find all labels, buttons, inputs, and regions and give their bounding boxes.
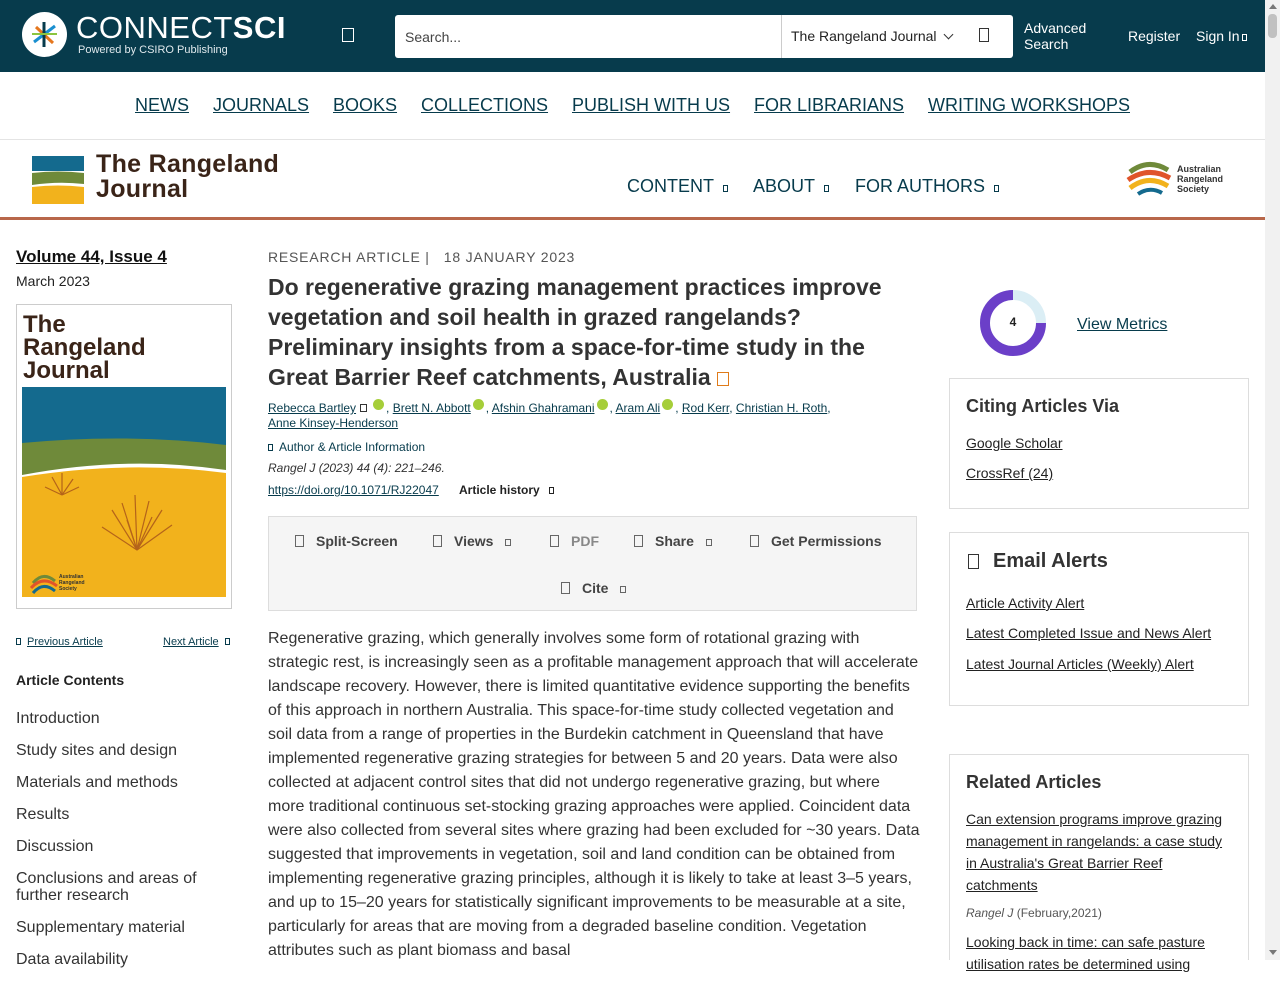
related-articles-card [949,754,1249,972]
author-link[interactable]: Afshin Ghahramani [491,401,595,415]
author-link[interactable]: Anne Kinsey-Henderson [268,416,399,430]
article-toolbar [268,516,917,611]
article-type-date: RESEARCH ARTICLE | 18 JANUARY 2023 [268,249,576,265]
citing-articles-heading: Citing Articles Via [966,396,1120,416]
cite-button[interactable]: Cite [561,580,626,596]
scroll-thumb[interactable] [1268,14,1277,38]
toc-item-study-sites[interactable]: Study sites and design [16,742,177,759]
toc-item-introduction[interactable]: Introduction [16,710,100,727]
related-article-meta: Rangel J (February,2021) [966,906,1102,920]
article-history-toggle[interactable]: Article history [459,483,554,497]
email-alerts-card [949,532,1249,706]
pdf-button[interactable]: PDF [550,533,599,549]
author-list: Rebecca Bartley , Brett N. Abbott , Afshin Ghahramani , Aram Ali , Rod Kerr, Christian H. Roth, Anne Kinsey-Henderson [268,401,831,430]
citing-articles-card [949,378,1249,509]
cover-society-name: Australian Rangeland Society [59,574,85,592]
cover-title: The Rangeland Journal [23,311,146,384]
chevron-down-icon [549,487,554,494]
search-scope-select[interactable]: The Rangeland Journal [791,28,952,44]
search-icon[interactable] [979,28,989,42]
chevron-down-icon [706,539,712,546]
search-bar [395,15,1013,58]
related-article-link[interactable]: Looking back in time: can safe pasture utilisation rates be determined using [966,934,1205,972]
share-icon [634,535,643,547]
journal-nav-content[interactable]: CONTENT [627,176,728,197]
related-article-link[interactable]: Can extension programs improve grazing management in rangelands: a case study in Australia's Great Barrier Reef catchments [966,811,1223,893]
previous-article-link[interactable]: Previous Article [16,636,103,648]
quote-icon [561,582,570,594]
sign-in-link[interactable]: Sign In [1196,28,1247,44]
split-screen-icon [295,535,304,547]
issue-date: March 2023 [16,273,90,289]
user-icon [1242,34,1247,41]
cover-artwork [17,305,233,610]
pdf-icon [550,535,559,547]
author-link[interactable]: Aram Ali [615,401,661,415]
connectsci-logo[interactable] [22,12,312,60]
chevron-down-icon [268,444,273,451]
chevron-down-icon [505,539,511,546]
open-access-icon [717,372,729,386]
article-citation: Rangel J (2023) 44 (4): 221–246. [268,461,445,475]
views-button[interactable]: Views [433,533,511,549]
share-button[interactable]: Share [634,533,712,549]
nav-books[interactable]: BOOKS [333,95,398,115]
bell-icon [968,554,979,569]
related-articles-heading: Related Articles [966,772,1102,792]
page-scrollbar[interactable] [1265,0,1280,960]
permissions-icon [750,535,759,547]
journal-logo-icon[interactable] [32,156,84,204]
toc-item-results[interactable]: Results [16,806,70,823]
latest-articles-alert-link[interactable]: Latest Journal Articles (Weekly) Alert [966,656,1194,672]
nav-for-librarians[interactable]: FOR LIBRARIANS [754,95,905,115]
eye-icon [433,535,442,547]
orcid-icon[interactable] [373,399,384,410]
altmetric-badge[interactable] [980,290,1046,356]
brand-subtitle: Powered by CSIRO Publishing [78,44,228,56]
nav-collections[interactable]: COLLECTIONS [421,95,549,115]
journal-cover-image[interactable] [16,304,232,609]
author-article-info-toggle[interactable]: Author & Article Information [268,440,425,454]
toc-item-discussion[interactable]: Discussion [16,838,94,855]
next-article-link[interactable]: Next Article [163,636,230,648]
advanced-search-link[interactable]: Advanced Search [1024,20,1087,52]
top-bar [0,0,1265,72]
doi-link[interactable]: https://doi.org/10.1071/RJ22047 [268,483,439,497]
toc-item-conclusions[interactable]: Conclusions and areas of further research [16,870,197,904]
latest-issue-alert-link[interactable]: Latest Completed Issue and News Alert [966,625,1212,641]
chevron-left-icon [16,638,21,645]
nav-news[interactable]: NEWS [135,95,189,115]
journal-nav-for-authors[interactable]: FOR AUTHORS [855,176,999,197]
connectsci-logo-icon [22,12,67,57]
chevron-down-icon [723,185,728,192]
journal-header [0,140,1265,220]
article-abstract: Regenerative grazing, which generally involves some form of rotational grazing with strategic rest, is increasingly seen as a profitable management approach that will accelerate landscape recovery. However, there is limited quantitative evidence supporting the benefits of this approach in northern Australia. This space-for-time study collected vegetation and soil data from a range of properties in the Burdekin catchment in Queensland that have implemented regenerative grazing strategies for between 5 and 20 years. Data were also collected at adjacent control sites that did not undergo regenerative grazing, but where more traditional continuous set-stocking grazing approaches were applied. Coincident data were also collected from several sites where grazing had been excluded for ~30 years. Data suggested that improvements in vegetation, soil and land condition can be obtained from implementing regenerative grazing principles, although it is likely to take at least 3–5 years, and up to 15–20 years for statistically significant improvements to be measurable at a site, particularly for areas that are moving from a degraded baseline condition. Vegetation attributes such as plant biomass and basal [268,630,920,959]
author-link[interactable]: Brett N. Abbott [392,401,471,415]
article-title: Do regenerative grazing management practices improve vegetation and soil health in grazed rangelands? Preliminary insights from a space-for-time study in the Great Barrier Reef catchments, Australia [268,274,882,390]
scroll-down-icon[interactable] [1269,950,1277,955]
chevron-right-icon [225,638,230,645]
search-input[interactable] [395,15,781,58]
orcid-icon[interactable] [662,399,673,410]
chevron-down-icon [620,586,626,593]
nav-journals[interactable]: JOURNALS [213,95,310,115]
site-nav [0,72,1265,140]
society-logo[interactable] [1126,158,1236,200]
brand-name: CONNECTSCI [76,10,286,45]
email-icon[interactable] [360,404,367,412]
article-activity-alert-link[interactable]: Article Activity Alert [966,595,1085,611]
altmetric-score: 4 [1009,315,1017,329]
author-link[interactable]: Rebecca Bartley [268,401,357,415]
chevron-down-icon [824,185,829,192]
toc-item-supplementary[interactable]: Supplementary material [16,919,185,936]
register-link[interactable]: Register [1128,28,1181,44]
orcid-icon[interactable] [473,399,484,410]
journal-nav-about[interactable]: ABOUT [753,176,829,197]
society-logo-icon [1126,158,1172,200]
article-contents-heading: Article Contents [16,672,125,688]
orcid-icon[interactable] [597,399,608,410]
article-contents-list [16,710,236,983]
search-divider [781,15,782,58]
nav-writing-workshops[interactable]: WRITING WORKSHOPS [928,95,1130,115]
author-link[interactable]: Christian H. Roth [735,401,828,415]
split-screen-button[interactable]: Split-Screen [295,533,398,549]
toc-item-data-availability[interactable]: Data availability [16,951,129,968]
scroll-up-icon[interactable] [1269,4,1277,9]
google-scholar-link[interactable]: Google Scholar [966,435,1063,451]
get-permissions-button[interactable]: Get Permissions [750,533,882,549]
email-alerts-heading: Email Alerts [968,550,1108,573]
toc-item-materials-methods[interactable]: Materials and methods [16,774,178,791]
society-name: Australian Rangeland Society [1177,164,1224,194]
nav-publish-with-us[interactable]: PUBLISH WITH US [572,95,731,115]
chevron-down-icon [994,185,999,192]
menu-icon[interactable] [342,28,354,42]
issue-volume-link[interactable]: Volume 44, Issue 4 [16,247,167,266]
view-metrics-link[interactable]: View Metrics [1077,316,1168,333]
chevron-down-icon [943,30,953,40]
author-link[interactable]: Rod Kerr [681,401,730,415]
journal-title[interactable]: The Rangeland Journal [96,150,280,203]
crossref-link[interactable]: CrossRef (24) [966,465,1054,481]
